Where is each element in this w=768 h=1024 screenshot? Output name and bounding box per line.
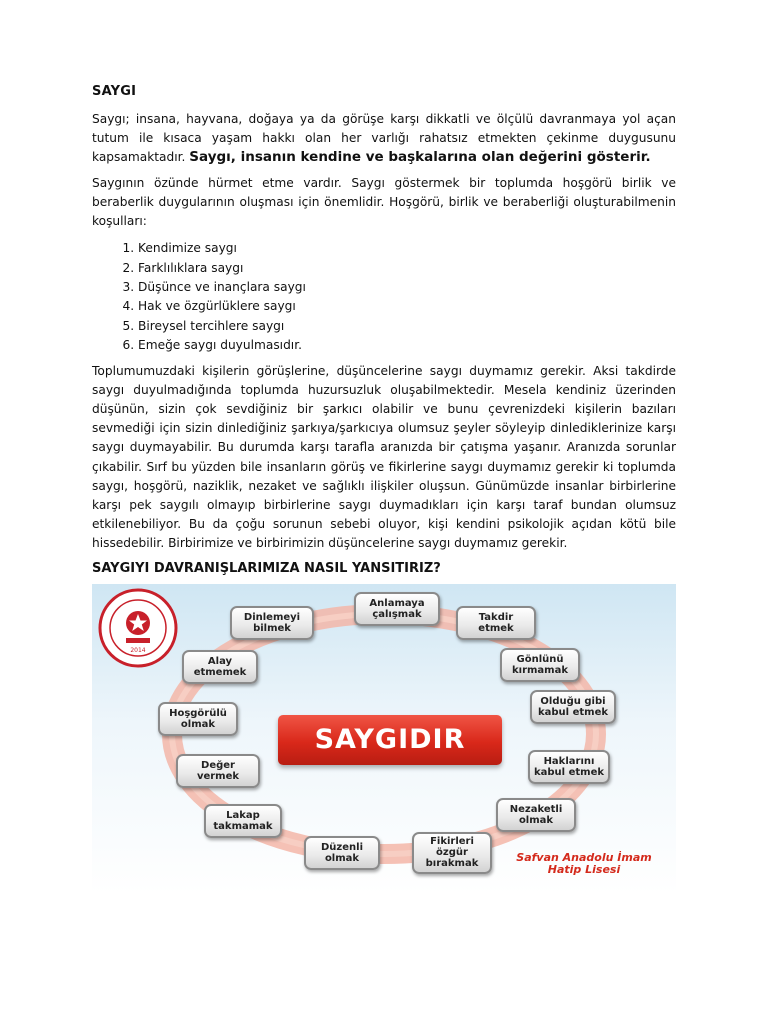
definition-text: Saygı; insana, hayvana, doğaya ya da görüşe karşı dikkatli ve ölçülü davranmaya yol açan tutum ile kısaca yaşam hakkı olan her varlığı rahatsız etmekten çekinme duygusunu kapsamaktadır. bbox=[92, 112, 676, 165]
school-logo-icon bbox=[98, 588, 178, 668]
condition-item: 6. Emeğe saygı duyulmasıdır. bbox=[138, 336, 676, 355]
condition-item: 5. Bireysel tercihlere saygı bbox=[138, 317, 676, 336]
conditions-list bbox=[92, 239, 676, 355]
section-subtitle: SAYGIYI DAVRANIŞLARIMIZA NASIL YANSITIRIZ? bbox=[92, 560, 441, 576]
school-name: Safvan Anadolu İmam Hatip Lisesi bbox=[516, 850, 652, 876]
document-title: SAYGI bbox=[92, 84, 137, 99]
diagram-node: Düzenli olmak bbox=[304, 836, 380, 870]
diagram-node: Anlamaya çalışmak bbox=[354, 592, 440, 626]
diagram-node: Değer vermek bbox=[176, 754, 260, 788]
paragraph-definition bbox=[92, 110, 676, 168]
logo-year: 2014 bbox=[130, 646, 146, 654]
document-content bbox=[92, 84, 676, 894]
condition-item: 3. Düşünce ve inançlara saygı bbox=[138, 278, 676, 297]
diagram-node: Fikirleri özgür bırakmak bbox=[412, 832, 492, 874]
diagram-node: Dinlemeyi bilmek bbox=[230, 606, 314, 640]
paragraph-society: Toplumumuzdaki kişilerin görüşlerine, düşüncelerine saygı duymamız gerekir. Aksi takdirde saygı duyulmadığında toplumda huzursuzluk oluşabilmektedir. Mesela kendiniz üzerinden düşünün, sizin çok sevdiğiniz bir şarkıcı olabilir ve bunu çevrenizdeki kişilerin bazıları sevmediği için sizin dinlediğiniz şarkıya/şarkıcıya olumsuz şeyler söyleyip dinlediklerinize karşı saygı duymayabilir. Bu durumda karşı tarafla aranızda bir çatışma yaşanır. Aranızda sorunlar çıkabilir. Sırf bu yüzden bile insanların görüş ve fikirlerine saygı duymamız gerekir ki toplumda saygı, hoşgörü, naziklik, nezaket ve sağlıklı ilişkiler oluşsun. Günümüzde insanlar birbirlerine karşı pek saygılı olmayıp birbirlerine saygı duymadıkları için karşı taraf bundan olumsuz etkilenebiliyor. Bu da çoğu sorunun sebebi oluyor, kişi kendini psikolojik açıdan kötü bile hissedebilir. Birbirimize ve birbirimizin düşüncelerine saygı duymamız gerekir. bbox=[92, 363, 676, 551]
diagram-node: Alay etmemek bbox=[182, 650, 258, 684]
condition-item: 4. Hak ve özgürlüklere saygı bbox=[138, 297, 676, 316]
diagram-node: Hoşgörülü olmak bbox=[158, 702, 238, 736]
diagram-node: Nezaketli olmak bbox=[496, 798, 576, 832]
diagram-node: Takdir etmek bbox=[456, 606, 536, 640]
respect-diagram bbox=[92, 584, 676, 894]
diagram-node: Gönlünü kırmamak bbox=[500, 648, 580, 682]
center-label: SAYGIDIR bbox=[278, 715, 502, 765]
paragraph-essence: Saygının özünde hürmet etme vardır. Saygı göstermek bir toplumda hoşgörü birlik ve beraberlik duygularının oluşması için önemlidir. Hoşgörü, birlik ve beraberliği oluşturabilmenin koşulları: bbox=[92, 175, 676, 229]
diagram-node: Haklarını kabul etmek bbox=[528, 750, 610, 784]
diagram-node: Olduğu gibi kabul etmek bbox=[530, 690, 616, 724]
diagram-node: Lakap takmamak bbox=[204, 804, 282, 838]
definition-bold-sentence: Saygı, insanın kendine ve başkalarına olan değerini gösterir. bbox=[189, 149, 651, 166]
condition-item: 2. Farklılıklara saygı bbox=[138, 259, 676, 278]
condition-item: 1. Kendimize saygı bbox=[138, 239, 676, 258]
